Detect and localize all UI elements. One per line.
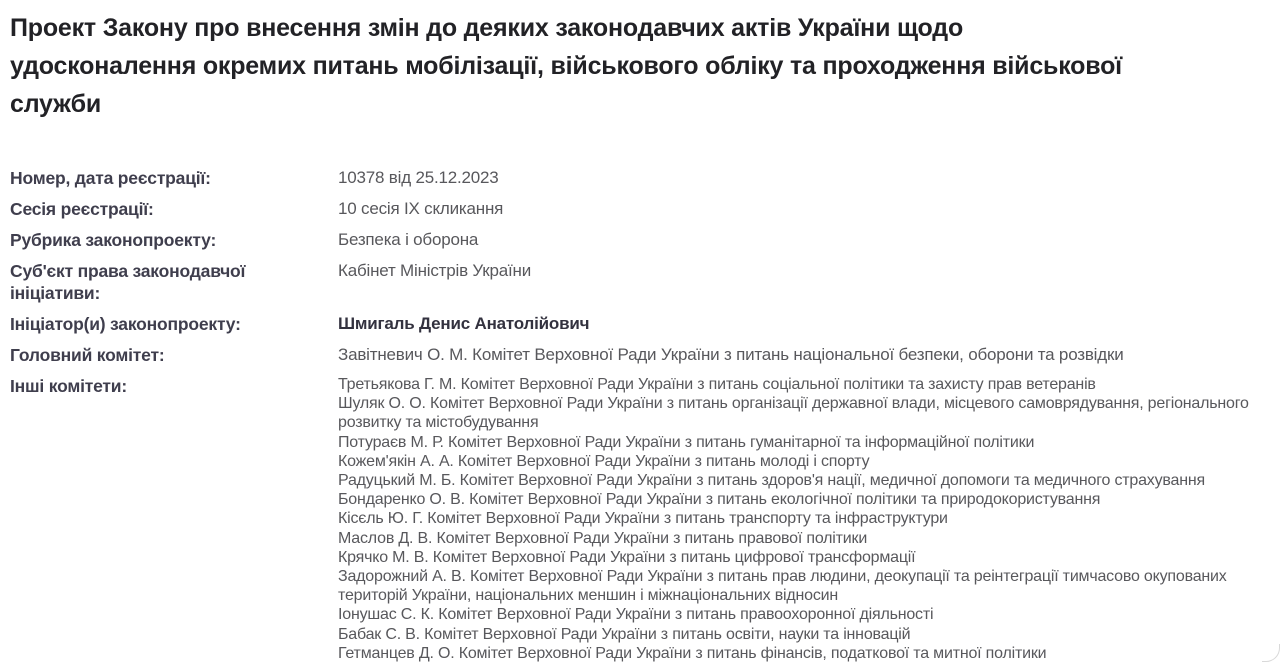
field-label-other-committees: Інші комітети: (10, 376, 127, 396)
committee-item: Бабак С. В. Комітет Верховної Ради України з питань освіти, науки та інновацій (338, 625, 911, 643)
meta-row-rubric (10, 229, 1264, 251)
committee-item: Маслов Д. В. Комітет Верховної Ради України з питань правової політики (338, 529, 868, 547)
field-label-session: Сесія реєстрації: (10, 199, 154, 219)
field-value-rubric: Безпека і оборона (338, 230, 479, 249)
committee-item: Задорожний А. В. Комітет Верховної Ради України з питань прав людини, деокупації та реінтеграції тимчасово окупованих територій України, національних меншин і міжнаціональних відносин (338, 568, 1227, 605)
committee-item: Крячко М. В. Комітет Верховної Ради України з питань цифрової трансформації (338, 548, 916, 566)
field-label-registration: Номер, дата реєстрації: (10, 168, 211, 188)
committee-item: Гетманцев Д. О. Комітет Верховної Ради України з питань фінансів, податкової та митної політики (338, 644, 1047, 662)
meta-row-main-committee (10, 344, 1264, 366)
meta-row-session (10, 198, 1264, 220)
meta-row-initiative-subject (10, 260, 1264, 304)
other-committees-list (338, 375, 1263, 662)
meta-row-initiator (10, 313, 1264, 335)
committee-item: Потураєв М. Р. Комітет Верховної Ради України з питань гуманітарної та інформаційної політики (338, 433, 1035, 451)
field-value-registration: 10378 від 25.12.2023 (338, 168, 499, 187)
field-value-session: 10 сесія IX скликання (338, 199, 504, 218)
field-value-initiator: Шмигаль Денис Анатолійович (338, 314, 590, 333)
bill-title: Проект Закону про внесення змін до деяких законодавчих актів України щодо удосконалення окремих питань мобілізації, військового обліку та проходження військової служби (10, 14, 1122, 118)
committee-item: Третьякова Г. М. Комітет Верховної Ради України з питань соціальної політики та захисту прав ветеранів (338, 376, 1096, 393)
committee-item: Іонушас С. К. Комітет Верховної Ради України з питань правоохоронної діяльності (338, 606, 934, 624)
field-value-main-committee: Завітневич О. М. Комітет Верховної Ради України з питань національної безпеки, оборони та розвідки (338, 345, 1124, 364)
committee-item: Кожем'якін А. А. Комітет Верховної Ради України з питань молоді і спорту (338, 452, 870, 470)
committee-item: Кісєль Ю. Г. Комітет Верховної Ради України з питань транспорту та інфраструктури (338, 510, 948, 528)
bill-meta-grid (10, 167, 1264, 662)
field-label-initiative-subject: Суб'єкт права законодавчої ініціативи: (10, 261, 246, 303)
committee-item: Бондаренко О. В. Комітет Верховної Ради України з питань екологічної політики та природокористування (338, 491, 1101, 509)
committee-item: Шуляк О. О. Комітет Верховної Ради України з питань організації державної влади, місцевого самоврядування, регіонального розвитку та містобудування (338, 395, 1249, 432)
field-label-rubric: Рубрика законопроекту: (10, 230, 217, 250)
meta-row-other-committees (10, 375, 1264, 662)
field-label-initiator: Ініціатор(и) законопроекту: (10, 314, 241, 334)
committee-item: Радуцький М. Б. Комітет Верховної Ради України з питань здоров'я нації, медичної допомоги та медичного страхування (338, 472, 1205, 490)
field-value-initiative-subject: Кабінет Міністрів України (338, 261, 532, 280)
screenshot-rounded-corner (1262, 644, 1280, 662)
meta-row-registration (10, 167, 1264, 189)
field-label-main-committee: Головний комітет: (10, 345, 165, 365)
